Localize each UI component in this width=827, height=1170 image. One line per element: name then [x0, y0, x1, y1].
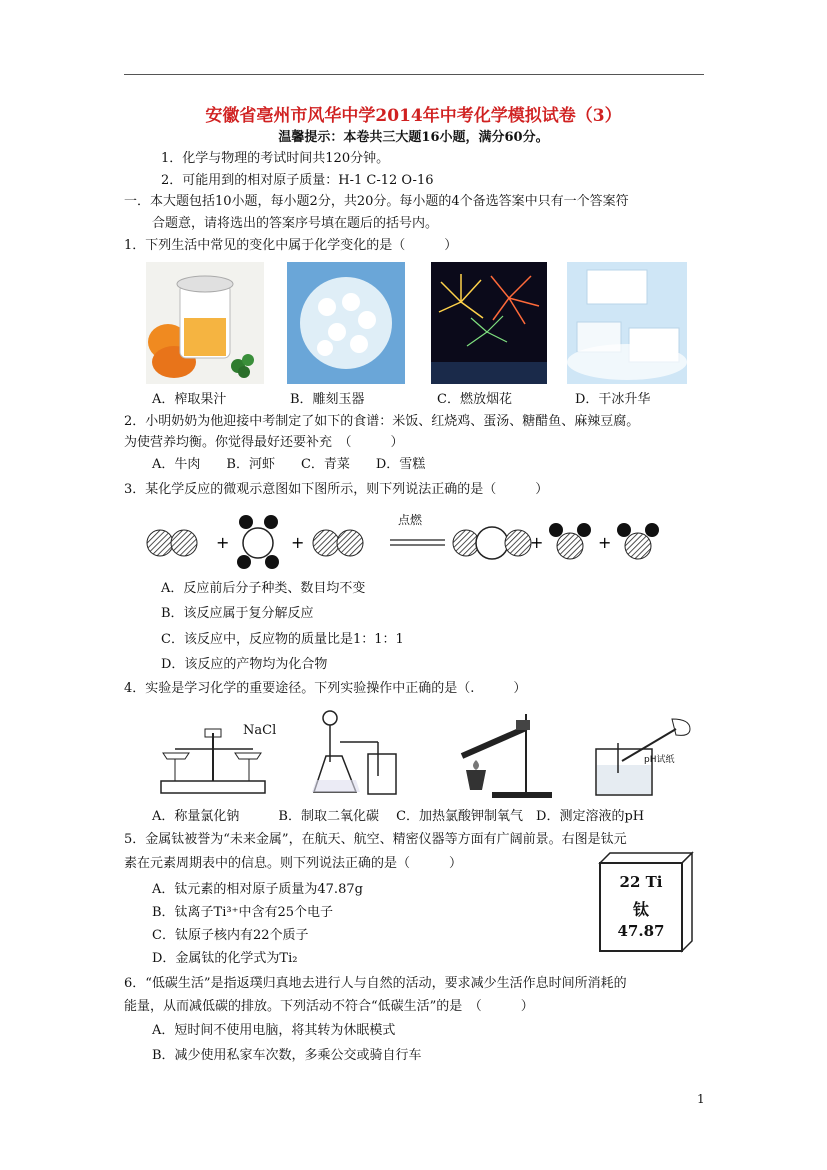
- juicer-photo: [146, 262, 264, 384]
- exam-tip: 温馨提示：本卷共三大题16小题，满分60分。: [278, 130, 549, 145]
- q6-option-a: A．短时间不使用电脑，将其转为休眠模式: [152, 1023, 396, 1038]
- note-2: 2．可能用到的相对原子质量：H-1 C-12 O-16: [161, 173, 434, 188]
- element-number-symbol: 22 Ti: [619, 873, 663, 891]
- ph-paper-label: pH试纸: [644, 755, 675, 765]
- q3-option-c: C．该反应中，反应物的质量比是1：1：1: [161, 632, 404, 647]
- q2-line2: 为使营养均衡。你觉得最好还要补充 （ ）: [124, 435, 404, 450]
- svg-text:+: +: [291, 533, 305, 552]
- q2-options: A．牛肉 B．河虾 C．青菜 D．雪糕: [152, 457, 426, 472]
- svg-text:+: +: [598, 533, 612, 552]
- header-rule: [124, 74, 704, 75]
- ph-test-illustration: [592, 713, 694, 799]
- q6-option-b: B．减少使用私家车次数，多乘公交或骑自行车: [152, 1048, 422, 1063]
- q6-line2: 能量，从而减低碳的排放。下列活动不符合“低碳生活”的是 （ ）: [124, 999, 534, 1014]
- reaction-condition: 点燃: [398, 513, 423, 527]
- fireworks-photo: [431, 262, 547, 384]
- nacl-label: NaCl: [243, 723, 277, 738]
- co2-apparatus-illustration: [312, 706, 404, 802]
- element-name: 钛: [632, 900, 649, 919]
- q5-option-a: A．钛元素的相对原子质量为47.87g: [152, 882, 363, 897]
- q1-stem: 1．下列生活中常见的变化中属于化学变化的是（ ）: [124, 238, 458, 253]
- q4-stem: 4．实验是学习化学的重要途径。下列实验操作中正确的是（. ）: [124, 681, 527, 696]
- page-title: 安徽省亳州市风华中学2014年中考化学模拟试卷（3）: [205, 106, 622, 126]
- q5-option-b: B．钛离子Ti³⁺中含有25个电子: [152, 905, 333, 920]
- heating-apparatus-illustration: [452, 706, 556, 802]
- q3-stem: 3．某化学反应的微观示意图如下图所示，则下列说法正确的是（ ）: [124, 482, 549, 497]
- q5-option-c: C．钛原子核内有22个质子: [152, 928, 309, 943]
- q3-option-b: B．该反应属于复分解反应: [161, 606, 314, 621]
- q1-option-a: A．榨取果汁: [152, 392, 227, 407]
- q2-line1: 2．小明奶奶为他迎接中考制定了如下的食谱：米饭、红烧鸡、蛋汤、糖醋鱼、麻辣豆腐。: [124, 414, 640, 429]
- section1-line2: 合题意，请将选出的答案序号填在题后的括号内。: [152, 216, 439, 231]
- section1-line1: 一．本大题包括10小题，每小题2分，共20分。每小题的4个备选答案中只有一个答案符: [124, 194, 629, 209]
- q5-option-d: D．金属钛的化学式为Ti₂: [152, 951, 298, 966]
- q3-option-a: A．反应前后分子种类、数目均不变: [161, 581, 366, 596]
- q5-line2: 素在元素周期表中的信息。则下列说法正确的是（ ）: [124, 856, 463, 871]
- note-1: 1．化学与物理的考试时间共120分钟。: [161, 151, 390, 166]
- element-mass: 47.87: [617, 922, 665, 940]
- q6-line1: 6．“低碳生活”是指返璞归真地去进行人与自然的活动，要求减少生活作息时间所消耗的: [124, 976, 627, 991]
- q3-option-d: D．该反应的产物均为化合物: [161, 657, 328, 672]
- svg-text:+: +: [530, 533, 544, 552]
- q4-options: A．称量氯化钠 B．制取二氧化碳 C．加热氯酸钾制氧气 D．测定溶液的pH: [152, 809, 645, 824]
- jade-carving-photo: [287, 262, 405, 384]
- q5-line1: 5．金属钛被誉为“未来金属”，在航天、航空、精密仪器等方面有广阔前景。右图是钛元: [124, 832, 627, 847]
- q1-option-d: D．干冰升华: [575, 392, 651, 407]
- q1-option-b: B．雕刻玉器: [290, 392, 365, 407]
- svg-text:+: +: [216, 533, 230, 552]
- q1-option-c: C．燃放烟花: [437, 392, 512, 407]
- page-number: 1: [697, 1092, 705, 1106]
- dry-ice-photo: [567, 262, 687, 384]
